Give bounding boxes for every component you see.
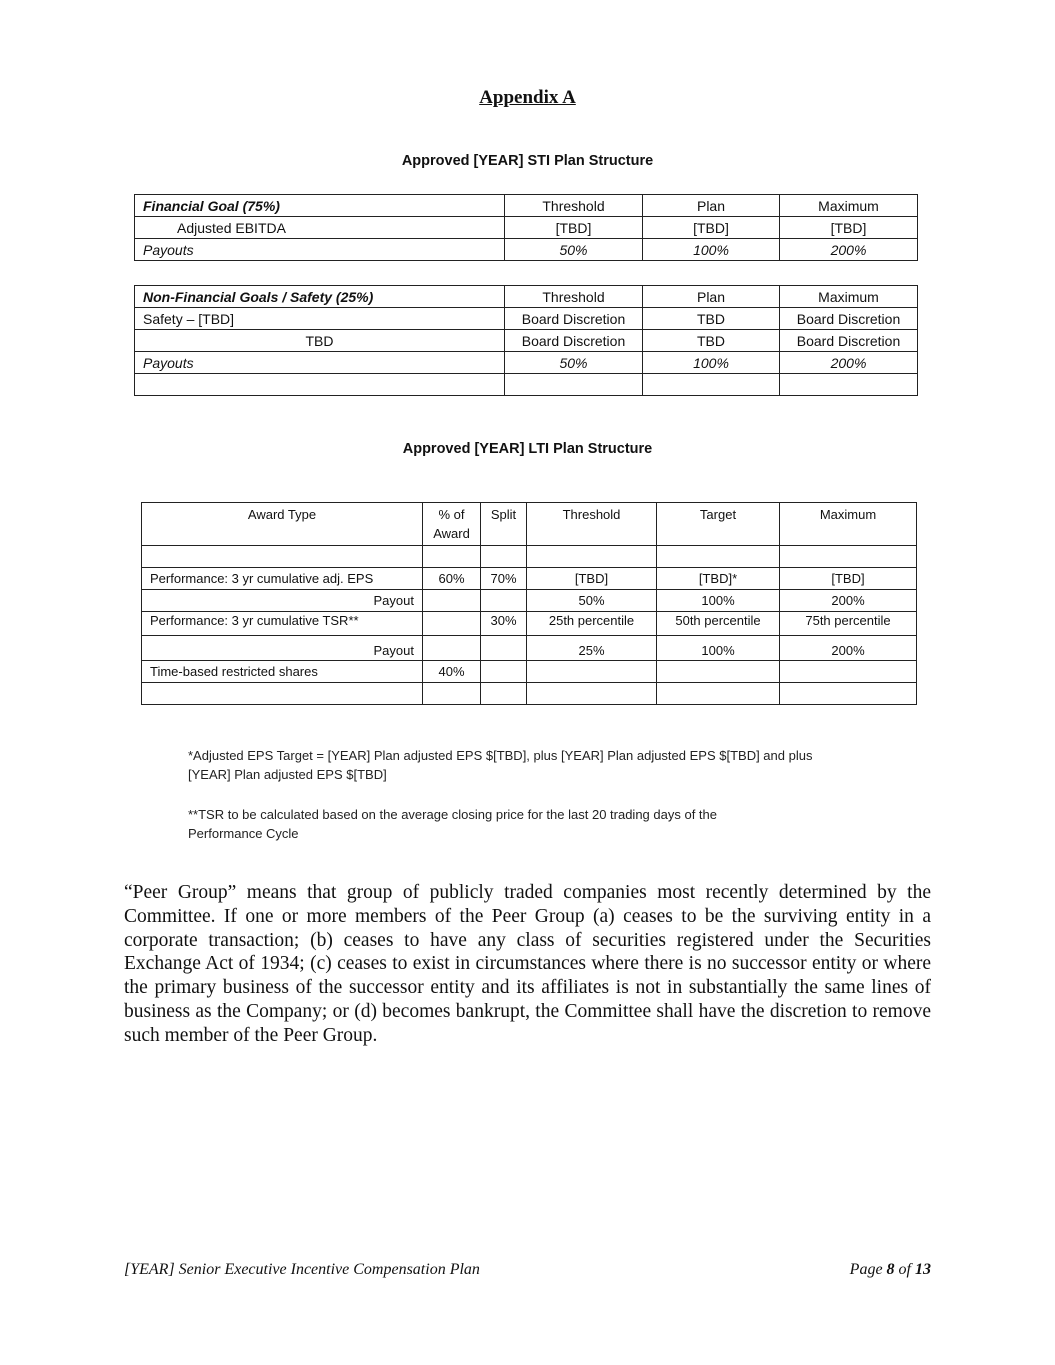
table-cell: 40% xyxy=(423,661,481,683)
table-cell xyxy=(527,546,657,568)
table-cell xyxy=(142,683,423,705)
table-row xyxy=(142,636,917,661)
table-row xyxy=(135,330,918,352)
table-cell: Payouts xyxy=(135,239,505,261)
eps-footnote xyxy=(188,746,888,784)
sti-nonfinancial-table xyxy=(134,285,918,396)
table-cell: Board Discretion xyxy=(505,330,643,352)
table-cell: 30% xyxy=(481,612,527,636)
page-total: 13 xyxy=(915,1261,931,1278)
table-cell: 25th percentile xyxy=(527,612,657,636)
table-cell xyxy=(780,661,917,683)
table-cell: Plan xyxy=(643,195,780,217)
table-row xyxy=(135,286,918,308)
table-cell: Board Discretion xyxy=(505,308,643,330)
table-cell: 50th percentile xyxy=(657,612,780,636)
table-cell xyxy=(481,683,527,705)
table-cell: 100% xyxy=(657,590,780,612)
table-cell: 50% xyxy=(505,352,643,374)
table-cell xyxy=(423,546,481,568)
sti-title: Approved [YEAR] STI Plan Structure xyxy=(401,153,654,169)
table-cell xyxy=(423,590,481,612)
table-cell xyxy=(657,683,780,705)
table-cell: 100% xyxy=(657,636,780,661)
table-header-cell: Maximum xyxy=(780,503,917,546)
table-cell: 25% xyxy=(527,636,657,661)
table-cell: Payouts xyxy=(135,352,505,374)
table-cell xyxy=(481,546,527,568)
table-header-cell: Award Type xyxy=(142,503,423,546)
table-cell xyxy=(527,683,657,705)
table-cell: TBD xyxy=(135,330,505,352)
table-row xyxy=(142,612,917,636)
table-cell: Adjusted EBITDA xyxy=(135,217,505,239)
table-row xyxy=(135,374,918,396)
table-cell: Performance: 3 yr cumulative TSR** xyxy=(142,612,423,636)
table-cell: 200% xyxy=(780,239,918,261)
sti-financial-table xyxy=(134,194,918,261)
footer-title: [YEAR] Senior Executive Incentive Compensation Plan xyxy=(124,1261,480,1278)
footnote-line: *Adjusted EPS Target = [YEAR] Plan adjusted EPS $[TBD], plus [YEAR] Plan adjusted EPS $[TBD] and plus xyxy=(188,748,813,763)
table-cell xyxy=(657,546,780,568)
table-cell: Threshold xyxy=(505,195,643,217)
table-header-cell: Split xyxy=(481,503,527,546)
table-cell: [TBD] xyxy=(780,568,917,590)
page-word: Page xyxy=(849,1261,883,1278)
table-cell: [TBD] xyxy=(505,217,643,239)
table-cell xyxy=(423,683,481,705)
table-row xyxy=(135,217,918,239)
table-cell: Non-Financial Goals / Safety (25%) xyxy=(135,286,505,308)
table-cell: Payout xyxy=(142,636,423,661)
of-word: of xyxy=(898,1261,911,1278)
table-cell: Safety – [TBD] xyxy=(135,308,505,330)
table-header-cell: % of Award xyxy=(423,503,481,546)
table-cell: [TBD]* xyxy=(657,568,780,590)
footnote-line: **TSR to be calculated based on the average closing price for the last 20 trading days of the xyxy=(188,807,717,822)
table-cell: Maximum xyxy=(780,195,918,217)
table-cell: [TBD] xyxy=(527,568,657,590)
table-row xyxy=(135,195,918,217)
table-cell xyxy=(780,546,917,568)
table-cell xyxy=(780,683,917,705)
table-cell xyxy=(527,661,657,683)
footnote-line: Performance Cycle xyxy=(188,826,299,841)
table-cell: 60% xyxy=(423,568,481,590)
table-cell: Board Discretion xyxy=(780,308,918,330)
table-cell: 200% xyxy=(780,590,917,612)
table-cell: Maximum xyxy=(780,286,918,308)
table-cell xyxy=(481,636,527,661)
table-cell xyxy=(643,374,780,396)
table-header-cell: Threshold xyxy=(527,503,657,546)
table-cell: 75th percentile xyxy=(780,612,917,636)
table-cell: 70% xyxy=(481,568,527,590)
table-cell: Threshold xyxy=(505,286,643,308)
table-row xyxy=(135,239,918,261)
table-cell: [TBD] xyxy=(643,217,780,239)
table-row xyxy=(142,590,917,612)
table-cell: TBD xyxy=(643,308,780,330)
table-cell xyxy=(142,546,423,568)
page-heading: Appendix A xyxy=(479,87,576,108)
table-row xyxy=(142,661,917,683)
table-cell xyxy=(780,374,918,396)
table-cell: 50% xyxy=(505,239,643,261)
table-cell: 200% xyxy=(780,352,918,374)
table-cell: 100% xyxy=(643,352,780,374)
table-cell: 200% xyxy=(780,636,917,661)
table-cell xyxy=(657,661,780,683)
lti-title: Approved [YEAR] LTI Plan Structure xyxy=(402,441,653,457)
table-cell: Financial Goal (75%) xyxy=(135,195,505,217)
footnote-line: [YEAR] Plan adjusted EPS $[TBD] xyxy=(188,767,387,782)
table-cell: TBD xyxy=(643,330,780,352)
table-header-cell: Target xyxy=(657,503,780,546)
table-cell: Payout xyxy=(142,590,423,612)
table-cell: Board Discretion xyxy=(780,330,918,352)
table-row xyxy=(142,546,917,568)
table-cell xyxy=(135,374,505,396)
table-cell xyxy=(481,590,527,612)
table-cell: 50% xyxy=(527,590,657,612)
table-row xyxy=(142,568,917,590)
peer-group-paragraph: “Peer Group” means that group of publicly traded companies most recently determined by the Committee. If one or more members of the Peer Group (a) ceases to be the surviving entity in a corporate transaction; (b) ceases to have any class of securities registered under the Securities Exchange Act of 1934; (c) ceases to exist in circumstances where there is no successor entity or where the primary business of the successor entity and its affiliates is not in substantially the same lines of business as the Company; or (d) becomes bankrupt, the Committee shall have the discretion to remove such member of the Peer Group. xyxy=(124,882,931,1046)
tsr-footnote xyxy=(188,805,888,843)
table-cell: 100% xyxy=(643,239,780,261)
table-cell xyxy=(505,374,643,396)
table-cell: Time-based restricted shares xyxy=(142,661,423,683)
table-cell: Plan xyxy=(643,286,780,308)
table-cell xyxy=(423,612,481,636)
page-number xyxy=(850,1261,931,1279)
table-row xyxy=(135,352,918,374)
page-current: 8 xyxy=(886,1261,895,1278)
table-header-row xyxy=(142,503,917,546)
table-cell: Performance: 3 yr cumulative adj. EPS xyxy=(142,568,423,590)
table-cell: [TBD] xyxy=(780,217,918,239)
table-cell xyxy=(481,661,527,683)
table-row xyxy=(135,308,918,330)
table-row xyxy=(142,683,917,705)
lti-table xyxy=(141,502,917,705)
table-cell xyxy=(423,636,481,661)
